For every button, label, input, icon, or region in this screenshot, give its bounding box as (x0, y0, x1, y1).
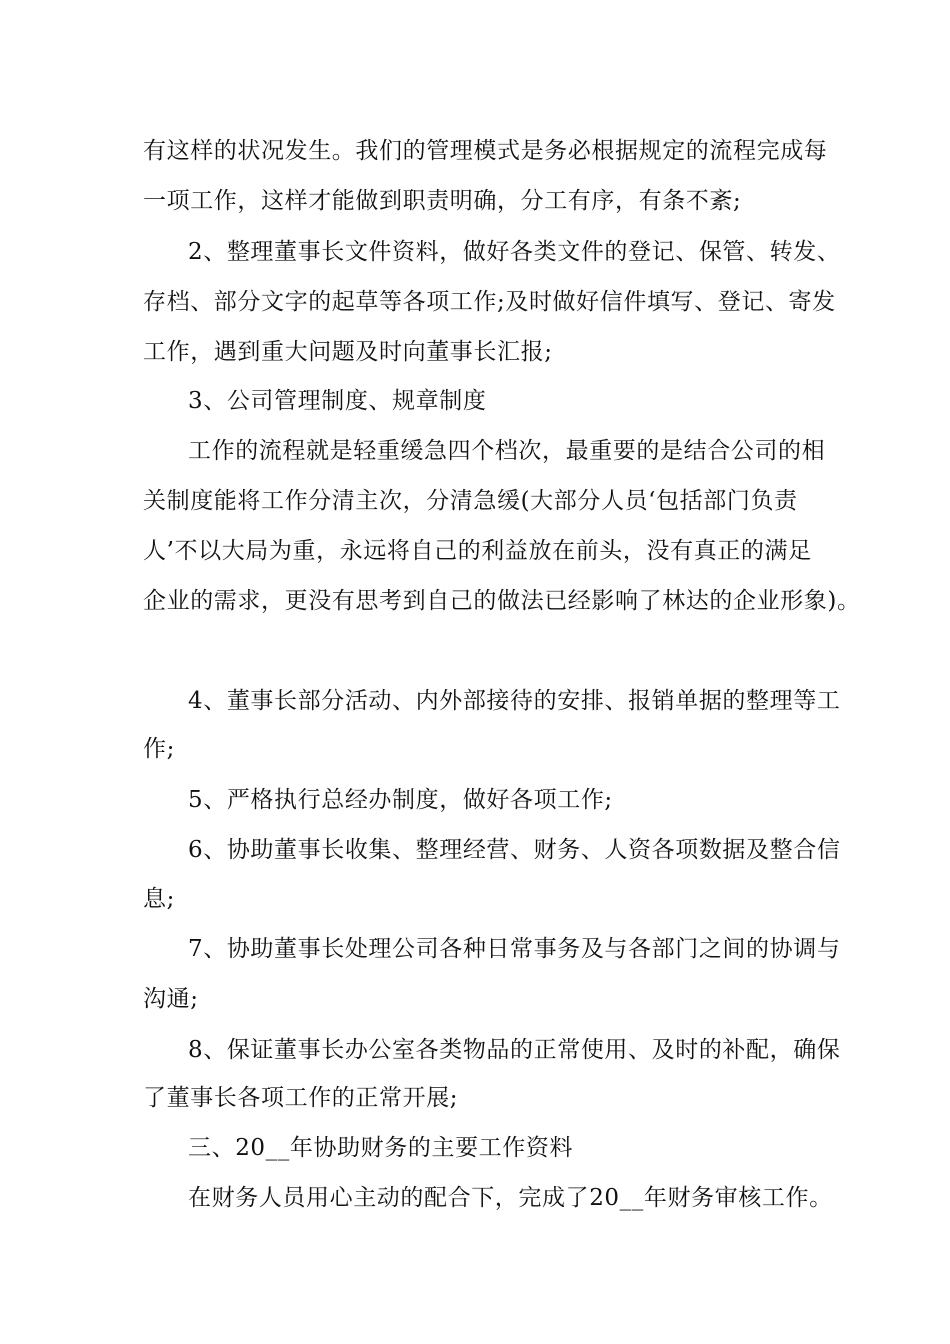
section-heading: 三、20__年协助财务的主要工作资料 (188, 1135, 574, 1161)
paragraph-line: 8、保证董事长办公室各类物品的正常使用、及时的补配，确保 (188, 1037, 841, 1063)
paragraph-line: 作; (143, 736, 175, 762)
paragraph-line: 企业的需求，更没有思考到自己的做法已经影响了林达的企业形象)。 (143, 588, 861, 614)
paragraph-line: 3、公司管理制度、规章制度 (188, 388, 487, 414)
paragraph-line: 了董事长各项工作的正常开展; (143, 1085, 459, 1111)
paragraph-line: 一项工作，这样才能做到职责明确，分工有序，有条不紊; (143, 188, 742, 214)
paragraph-line: 2、整理董事长文件资料，做好各类文件的登记、保管、转发、 (188, 239, 841, 265)
paragraph-line: 工作，遇到重大问题及时向董事长汇报; (143, 339, 553, 365)
paragraph-line: 人’不以大局为重，永远将自己的利益放在前头，没有真正的满足 (143, 538, 812, 564)
paragraph-line: 存档、部分文字的起草等各项工作;及时做好信件填写、登记、寄发 (143, 289, 836, 315)
paragraph-line: 工作的流程就是轻重缓急四个档次，最重要的是结合公司的相 (188, 438, 826, 464)
paragraph-line: 4、董事长部分活动、内外部接待的安排、报销单据的整理等工 (188, 688, 841, 714)
paragraph-line: 7、协助董事长处理公司各种日常事务及与各部门之间的协调与 (188, 936, 841, 962)
paragraph-line: 有这样的状况发生。我们的管理模式是务必根据规定的流程完成每 (143, 138, 828, 164)
paragraph-line: 5、严格执行总经办制度，做好各项工作; (188, 787, 613, 813)
paragraph-line: 在财务人员用心主动的配合下，完成了20__年财务审核工作。 (188, 1185, 833, 1211)
paragraph-line: 6、协助董事长收集、整理经营、财务、人资各项数据及整合信 (188, 837, 841, 863)
paragraph-line: 关制度能将工作分清主次，分清急缓(大部分人员‘包括部门负责 (143, 488, 798, 514)
paragraph-line: 息; (143, 886, 175, 912)
paragraph-line: 沟通; (143, 986, 199, 1012)
